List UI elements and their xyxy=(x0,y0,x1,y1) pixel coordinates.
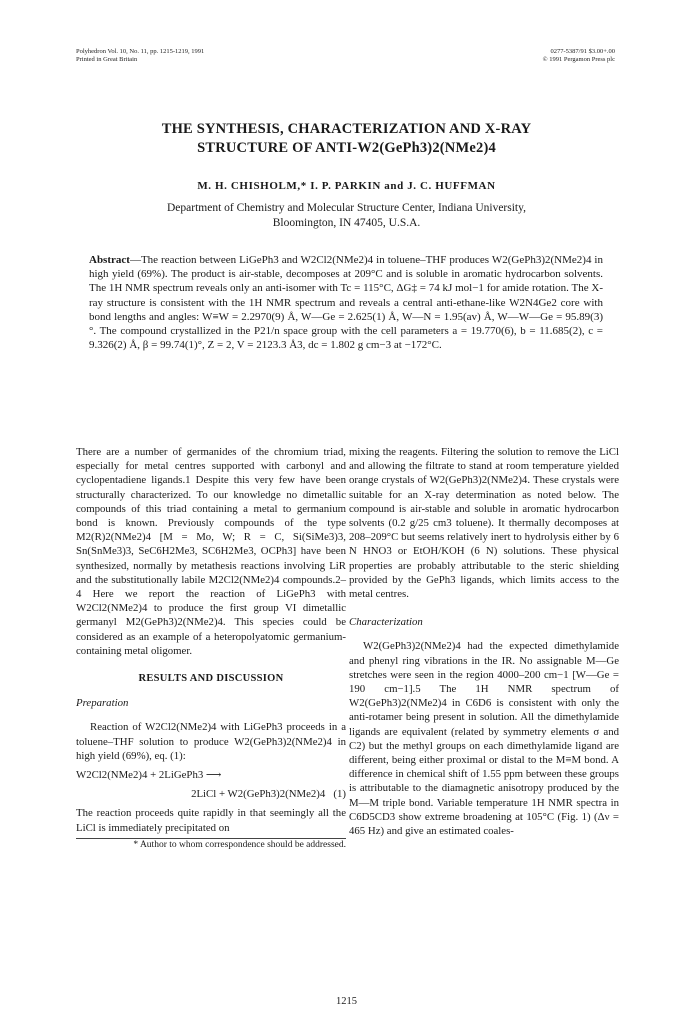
affiliation xyxy=(90,201,603,231)
page-number: 1215 xyxy=(336,996,357,1007)
journal-header-right xyxy=(543,48,615,64)
after-equation-paragraph: The reaction proceeds quite rapidly in that seemingly all the LiCl is immediately precipitated on xyxy=(76,807,346,834)
copyright: © 1991 Pergamon Press plc xyxy=(542,56,615,63)
authors: M. H. CHISHOLM,* I. P. PARKIN and J. C. HUFFMAN xyxy=(197,180,496,192)
subsection-preparation: Preparation xyxy=(76,697,129,710)
printed-note: Printed in Great Britain xyxy=(76,56,138,63)
title-line-2: STRUCTURE OF ANTI-W2(GePh3)2(NMe2)4 xyxy=(197,140,496,156)
intro-paragraph: There are a number of germanides of the chromium triad, especially for metal centres supported with carbonyl and cyclopentadiene ligands.1 Despite this very few have been structurally characterized. To our knowledge no dimetallic compounds of this triad containing a metal to germanium bond is known. Previously compounds of the type M2(R)2(NMe2)4 [M = Mo, W; R = C, Si(SiMe3)3, Sn(SnMe3)3, SeC6H2Me3, SC6H2Me3, OCPh3] have been synthesized, normally by metathesis reactions involving LiR and the substitutionally labile M2Cl2(NMe2)4 compounds.2–4 Here we report the reaction of LiGePh3 with W2Cl2(NMe2)4 to produce the first group VI dimetallic germanyl M2(GePh3)2(NMe2)4. This species could be considered as an example of a heteropolyatomic germanium-containing metal oligomer. xyxy=(76,446,346,657)
journal-header-left xyxy=(76,48,204,64)
affiliation-line-1: Department of Chemistry and Molecular Structure Center, Indiana University, xyxy=(166,202,527,214)
paper-title xyxy=(60,120,633,158)
affiliation-line-2: Bloomington, IN 47405, U.S.A. xyxy=(272,217,421,229)
abstract-text: —The reaction between LiGePh3 and W2Cl2(NMe2)4 in toluene–THF produces W2(GePh3)2(NMe2)4 in high yield (69%). The product is air-stable, decomposes at 209°C and is soluble in aromatic hydrocarbon solvents. The 1H NMR spectrum reveals only an anti-isomer with Tc = 115°C, ΔG‡ = 74 kJ mol−1 for amide rotation. The X-ray structure is consistent with the 1H NMR spectrum and reveals a central anti-ethane-like W2N4Ge2 core with bond lengths and angles: W≡W = 2.2970(9) Å, W—Ge = 2.625(1) Å, W—N = 1.95(av) Å, W—W—Ge = 95.89(3)°. The compound crystallized in the P21/n space group with the cell parameters a = 19.770(6), b = 11.685(2), c = 9.326(2) Å, β = 99.74(1)°, Z = 2, V = 2123.3 Å3, dc = 1.802 g cm−3 at −172°C. xyxy=(89,254,603,352)
equation-products: 2LiCl + W2(GePh3)2(NMe2)4 xyxy=(191,788,326,801)
footnote: * Author to whom correspondence should be addressed. xyxy=(133,839,346,850)
title-line-1: THE SYNTHESIS, CHARACTERIZATION AND X-RAY xyxy=(161,121,532,137)
left-column xyxy=(76,445,346,851)
section-heading: RESULTS AND DISCUSSION xyxy=(138,673,284,685)
right-column xyxy=(349,445,619,838)
characterization-paragraph: W2(GePh3)2(NMe2)4 had the expected dimethylamide and phenyl ring vibrations in the IR. No assignable M—Ge stretches were seen in the region 4000–200 cm−1 [W—Ge = 190 cm−1].5 The 1H NMR spectrum of W2(GePh3)2(NMe2)4 in C6D6 is consistent with only the anti-rotamer being present in solution. All the dimethylamide ligands are equivalent (related by symmetry elements σ and C2) but the methyl groups on each dimethylamide ligand are different, being either proximal or distal to the M≡M bond. A difference in chemical shift of 1.55 ppm between these groups is attributable to the diamagnetic anisotropy produced by the M—M triple bond. Variable temperature 1H NMR spectra in C6D5CD3 show extreme broadening at 105°C (Fig. 1) (Δν = 465 Hz) and give an estimated coales- xyxy=(349,640,619,838)
preparation-paragraph: Reaction of W2Cl2(NMe2)4 with LiGePh3 proceeds in a toluene–THF solution to produce W2(GePh3)2(NMe2)4 in high yield (69%), eq. (1): xyxy=(76,721,346,762)
mixing-paragraph: mixing the reagents. Filtering the solution to remove the LiCl and allowing the filtrate to stand at room temperature yielded orange crystals of W2(GePh3)2(NMe2)4. These crystals were suitable for an X-ray determination as noted below. The compound is air-stable and soluble in aromatic hydrocarbon solvents (0.2 g/25 cm3 toluene). It thermally decomposes at 208–209°C but seems relatively inert to hydrolysis either by 6 N HNO3 or EtOH/KOH (6 N) solutions. These physical properties are probably attributable to the steric shielding provided by the GePh3 ligands, which limits access to the metal centres. xyxy=(349,446,619,601)
equation-line-1: W2Cl2(NMe2)4 + 2LiGePh3 ⟶ xyxy=(76,769,222,782)
equation-line-2 xyxy=(76,787,346,801)
journal-citation: Polyhedron Vol. 10, No. 11, pp. 1215-1219, 1991 xyxy=(76,48,205,55)
issn: 0277-5387/91 $3.00+.00 xyxy=(550,48,615,55)
equation-number: (1) xyxy=(333,788,346,801)
subsection-characterization: Characterization xyxy=(349,616,423,629)
abstract xyxy=(89,253,603,352)
abstract-label: Abstract xyxy=(89,254,130,266)
